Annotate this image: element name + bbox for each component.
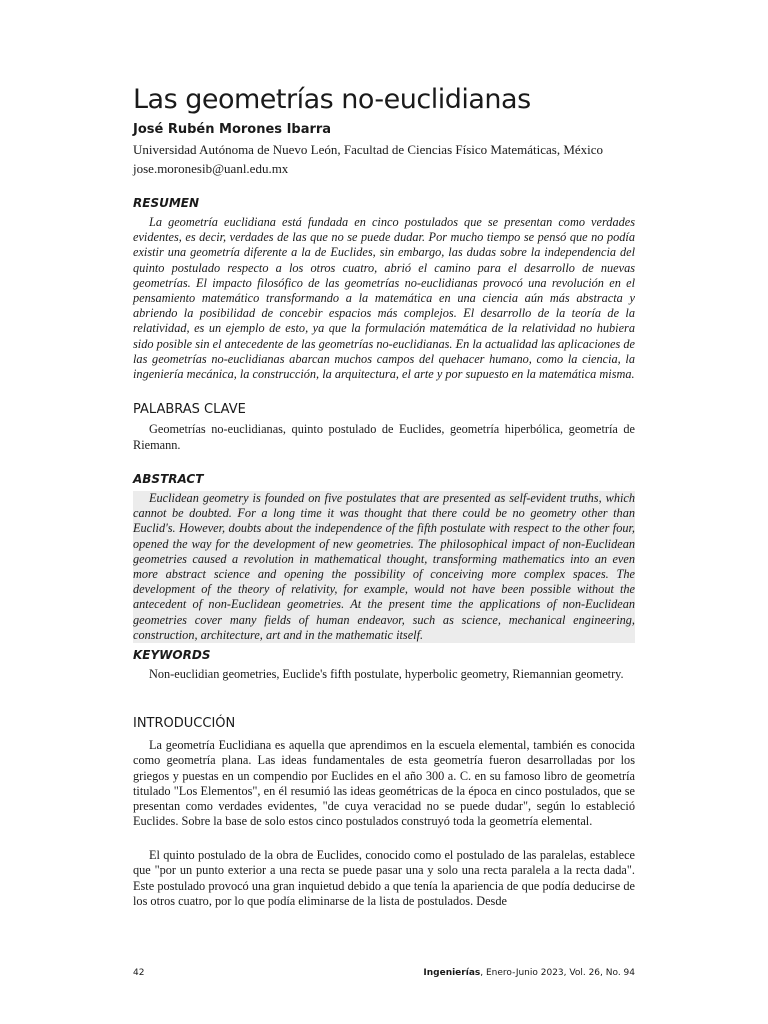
introduccion-heading: INTRODUCCIÓN: [133, 716, 236, 731]
author-email[interactable]: jose.moronesib@uanl.edu.mx: [133, 161, 289, 176]
journal-issue: , Enero-Junio 2023, Vol. 26, No. 94: [480, 968, 635, 978]
introduccion-paragraph-1: La geometría Euclidiana es aquella que aprendimos en la escuela elemental, también es conocida como geometría plana. Las ideas fundamentales de esta geometría fueron desarrolladas por los griegos y puestas en un compendio por Euclides en el año 300 a. C. en su famoso libro de geometría titulado "Los Elementos", en él resumió las ideas geométricas de la época en cinco postulados, que se presentan como verdades evidentes, "de cuya veracidad no se puede dudar", según lo estableció Euclides. Sobre la base de solo estos cinco postulados construyó toda la geometría elemental.: [133, 738, 635, 829]
keywords-text: Non-euclidian geometries, Euclide's fifth postulate, hyperbolic geometry, Riemannian geometry.: [149, 667, 624, 681]
page-number: 42: [133, 968, 145, 978]
author-name: José Rubén Morones Ibarra: [133, 122, 332, 137]
abstract-heading: ABSTRACT: [133, 472, 204, 486]
resumen-heading: RESUMEN: [133, 196, 200, 210]
author-affiliation: Universidad Autónoma de Nuevo León, Facultad de Ciencias Físico Matemáticas, México: [133, 142, 604, 157]
introduccion-paragraph-2: El quinto postulado de la obra de Euclides, conocido como el postulado de las paralelas, establece que "por un punto exterior a una recta se puede pasar una y solo una recta paralela a la recta dada". Este postulado provocó una gran inquietud debido a que tenía la apariencia de que podía deducirse de los otros cuatro, por lo que podía eliminarse de la lista de postulados. Desde: [133, 848, 635, 908]
palabras-clave-heading: PALABRAS CLAVE: [133, 402, 246, 417]
resumen-text: La geometría euclidiana está fundada en cinco postulados que se presentan como verdades evidentes, es decir, verdades de las que no se puede dudar. Por mucho tiempo se pensó que no podía existir una geometría diferente a la de Euclides, sin embargo, las dudas sobre la independencia del quinto postulado respecto a los otros cuatro, abrió el camino para el desarrollo de nuevas geometrías. El impacto filosófico de las geometrías no-euclidianas provocó una revolución en el pensamiento matemático transformando a la matemática en una ciencia aún más abstracta y abriendo la posibilidad de concebir espacios más complejos. El desarrollo de la teoría de la relatividad, es un ejemplo de esto, ya que la formulación matemática de la relatividad no hubiera sido posible sin el antecedente de las geometrías no-euclidianas. En la actualidad las aplicaciones de las geometrías no-euclidianas abarcan muchos campos del quehacer humano, como la ciencia, la ingeniería mecánica, la construcción, la arquitectura, el arte y por supuesto en la matemática misma.: [133, 215, 635, 382]
journal-footer: [423, 968, 635, 978]
article-title: Las geometrías no-euclidianas: [133, 84, 531, 115]
journal-name: Ingenierías: [423, 968, 481, 978]
abstract-text: Euclidean geometry is founded on five postulates that are presented as self-evident truths, which cannot be doubted. For a long time it was thought that there could be no geometry other than Euclid's. However, doubts about the independence of the fifth postulate with respect to the other four, opened the way for the development of new geometries. The philosophical impact of non-Euclidean geometries caused a revolution in mathematical thought, transforming mathematics into an even more abstract science and opening the possibility of conceiving more complex spaces. The development of the theory of relativity, for example, would not have been possible without the antecedent of non-Euclidean geometries. At the present time the applications of non-Euclidean geometries cover many fields of human endeavor, such as science, mechanical engineering, construction, architecture, art and in the mathematic itself.: [133, 491, 635, 642]
keywords-heading: KEYWORDS: [133, 648, 211, 662]
palabras-clave-text: Geometrías no-euclidianas, quinto postulado de Euclides, geometría hiperbólica, geometría de Riemann.: [133, 422, 635, 452]
